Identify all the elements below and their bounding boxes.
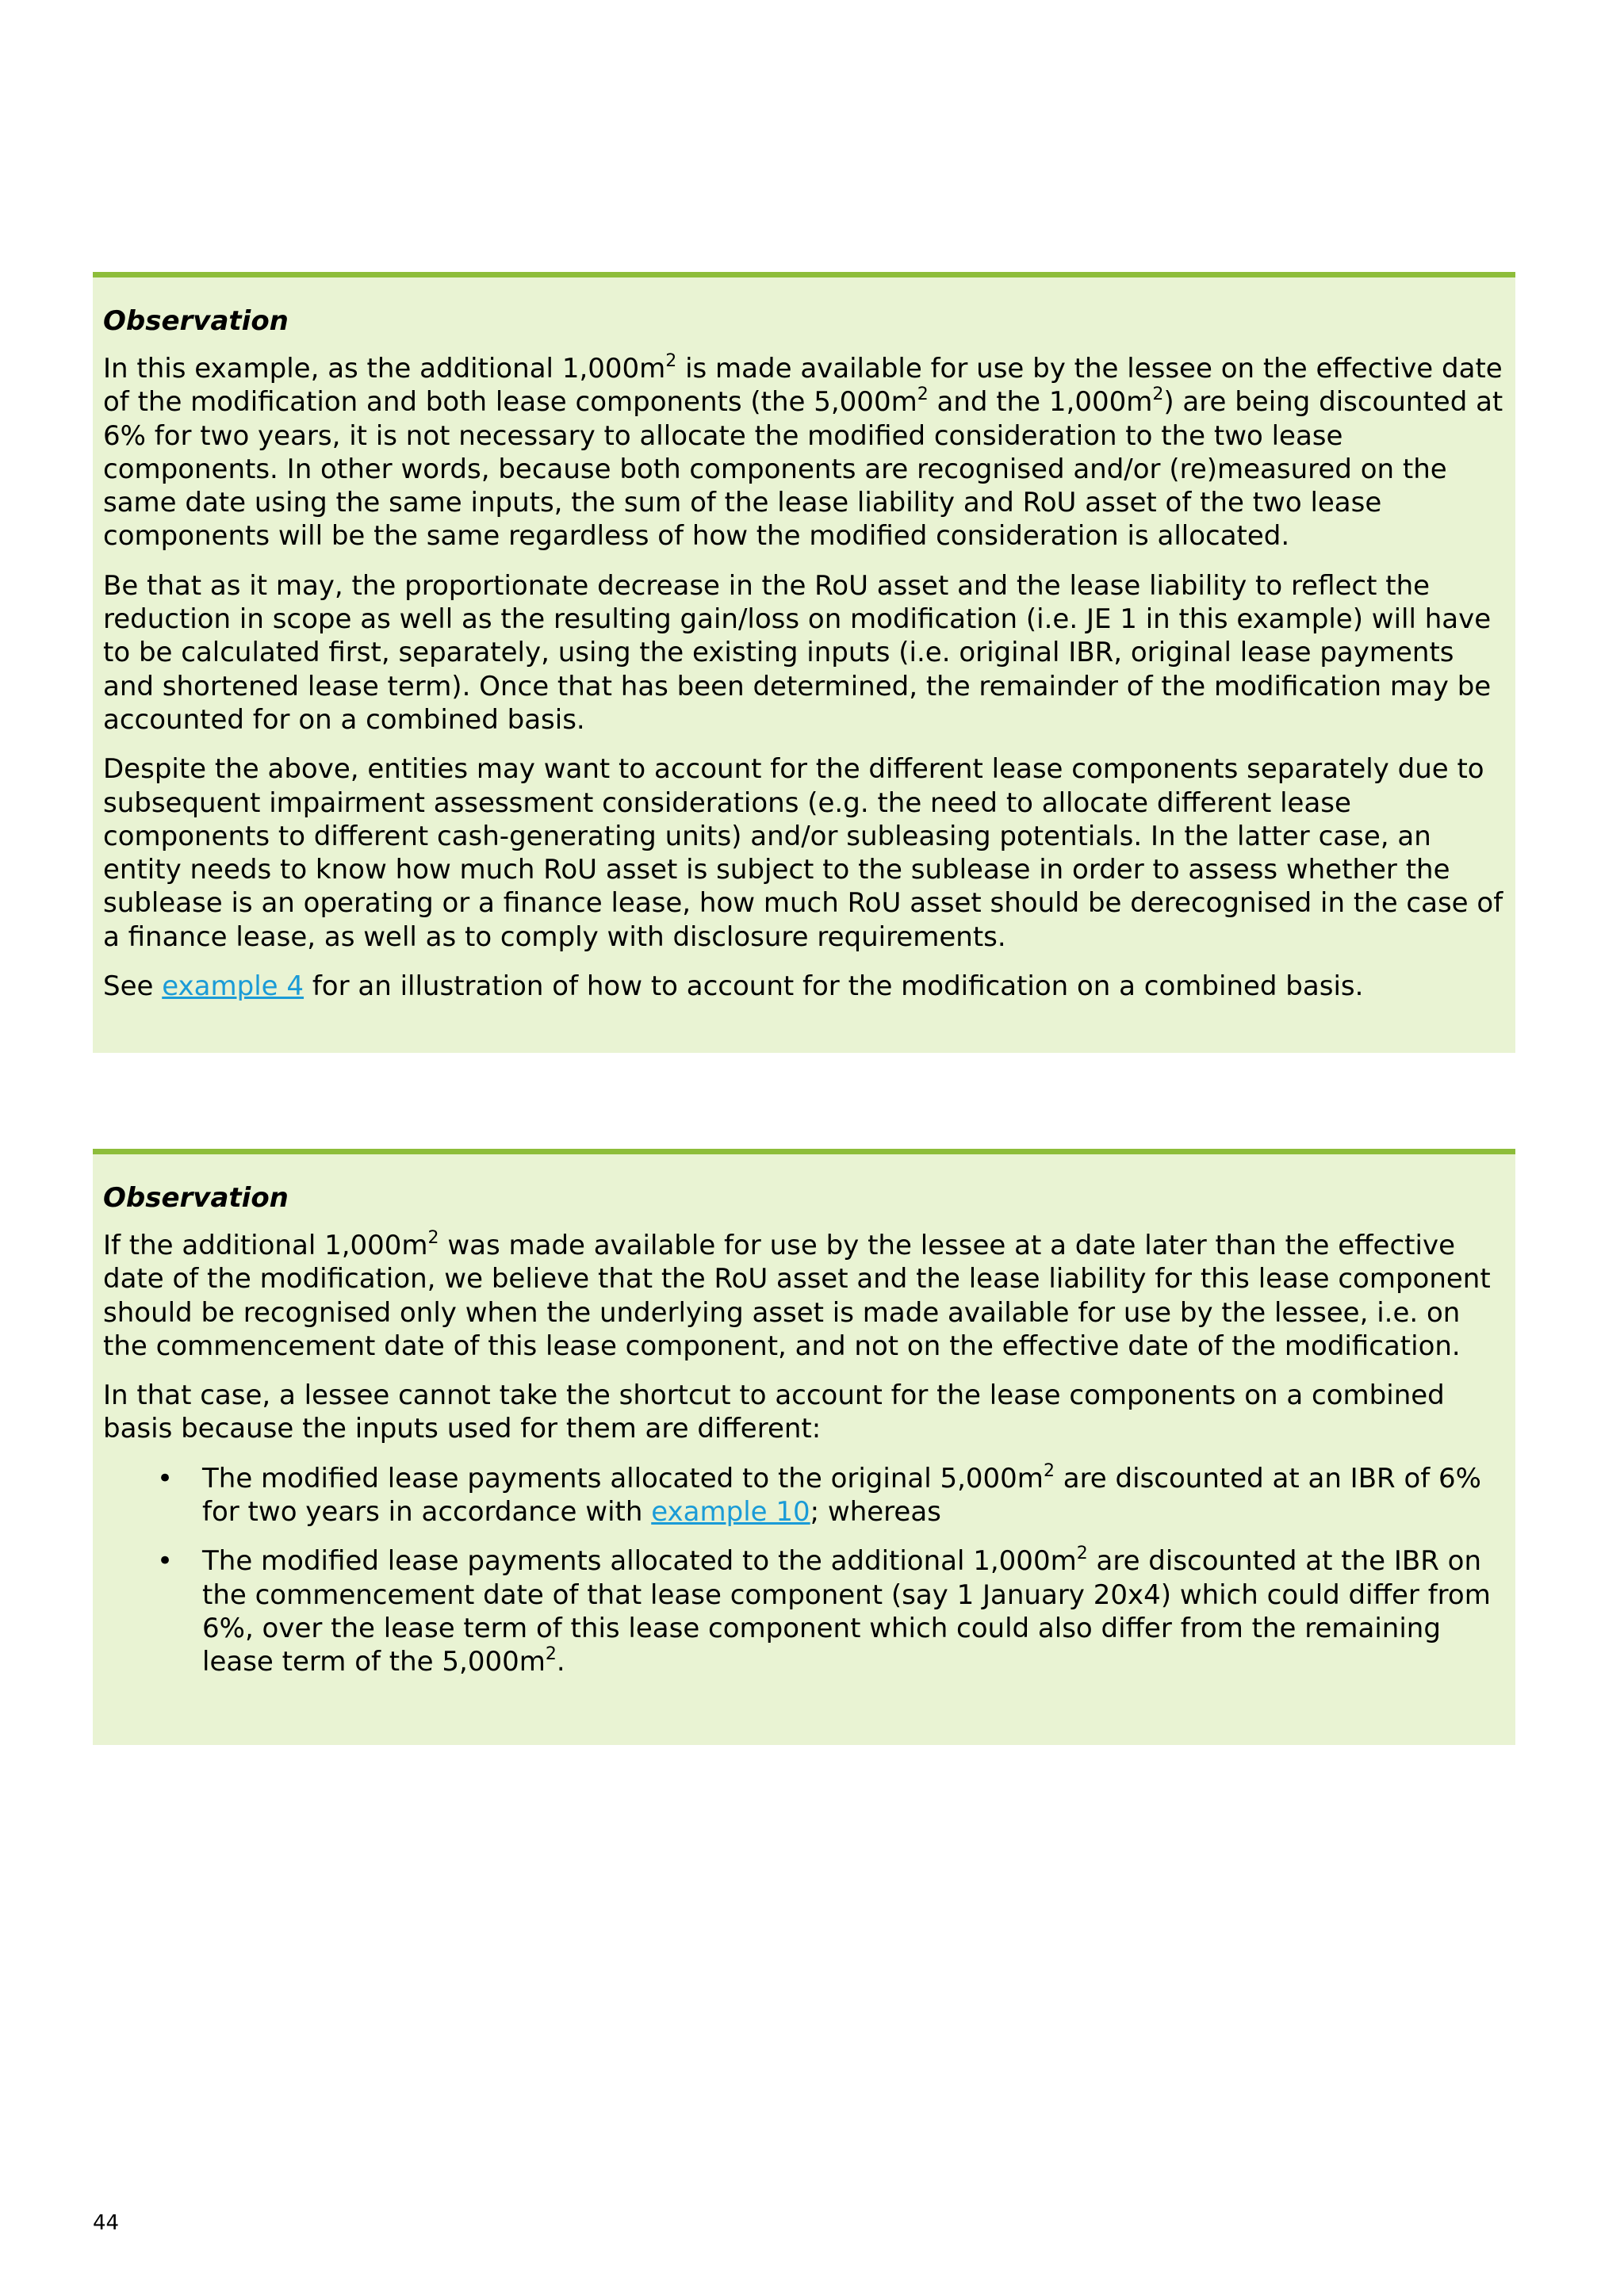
observation-paragraph-1	[103, 1229, 1506, 1363]
paragraph-text: See	[103, 970, 163, 1003]
superscript: 2	[1076, 1544, 1088, 1564]
paragraph-text: In this example, as the additional 1,000m	[103, 353, 666, 385]
bullet-list	[103, 1462, 1506, 1679]
observation-paragraph-2: In that case, a lessee cannot take the shortcut to account for the lease components on a combined basis because the inputs used for them are different:	[103, 1380, 1445, 1445]
superscript: 2	[1152, 385, 1164, 405]
paragraph-text: ) are being discounted at 6% for two years, it is not necessary to allocate the modified consideration to the two lease components. In other words, because both components are recognised and/or (re)measured on the same date using the same inputs, the sum of the lease liability and RoU asset of the two lease components will be the same regardless of how the modified consideration is allocated.	[103, 386, 1503, 553]
observation-paragraph-3: Despite the above, entities may want to account for the different lease components separately due to subsequent impairment assessment considerations (e.g. the need to allocate different lease components to different cash-generating units) and/or subleasing potentials. In the latter case, an entity needs to know how much RoU asset is subject to the sublease in order to assess whether the sublease is an operating or a finance lease, how much RoU asset should be derecognised in the case of a finance lease, as well as to comply with disclosure requirements.	[103, 753, 1503, 953]
page-number: 44	[93, 2211, 120, 2235]
paragraph-text: and the 1,000m	[928, 386, 1153, 419]
bullet-text: are discounted at an IBR of 6% for two years in accordance with	[202, 1462, 1481, 1529]
paragraph-text: was made available for use by the lessee at a date later than the effective date of the modification, we believe that the RoU asset and the lease liability for this lease component should be recognised only when the underlying asset is made available for use by the lessee, i.e. on the commencement date of this lease component, and not on the effective date of the modification.	[103, 1230, 1491, 1362]
bullet-item-1	[103, 1462, 1506, 1529]
bullet-text: The modified lease payments allocated to the additional 1,000m	[202, 1545, 1077, 1578]
observation-paragraph-4	[103, 970, 1506, 1003]
observation-paragraph-2: Be that as it may, the proportionate decrease in the RoU asset and the lease liability to reflect the reduction in scope as well as the resulting gain/loss on modification (i.e. JE 1 in this example) will have to be calculated first, separately, using the existing inputs (i.e. original IBR, original lease payments and shortened lease term). Once that has been determined, the remainder of the modification may be accounted for on a combined basis.	[103, 569, 1492, 736]
paragraph-text: is made available for use by the lessee on the effective date of the modification and both lease components (the 5,000m	[103, 353, 1503, 419]
superscript: 2	[1043, 1460, 1055, 1481]
observation-box-1	[93, 272, 1515, 1053]
paragraph-text: for an illustration of how to account for the modification on a combined basis.	[304, 970, 1364, 1003]
bullet-text: ; whereas	[810, 1496, 941, 1529]
example-4-link[interactable]: example 4	[162, 970, 304, 1003]
observation-title: Observation	[103, 1182, 289, 1214]
observation-title: Observation	[103, 305, 289, 337]
bullet-icon: •	[157, 1545, 174, 1578]
bullet-text: are discounted at the IBR on the commencement date of that lease component (say 1 January 20x4) which could differ from 6%, over the lease term of this lease component which could also differ from the remaining lease term of the 5,000m	[202, 1545, 1491, 1678]
paragraph-text: If the additional 1,000m	[103, 1230, 428, 1261]
superscript: 2	[917, 385, 929, 405]
superscript: 2	[665, 351, 677, 371]
superscript: 2	[427, 1228, 439, 1248]
bullet-text: The modified lease payments allocated to the original 5,000m	[202, 1462, 1044, 1494]
bullet-item-2	[103, 1544, 1506, 1678]
superscript: 2	[545, 1644, 557, 1665]
observation-paragraph-1	[103, 352, 1506, 553]
bullet-text: .	[556, 1646, 565, 1678]
bullet-icon: •	[157, 1462, 174, 1494]
observation-box-2	[93, 1149, 1515, 1745]
example-10-link[interactable]: example 10	[651, 1496, 810, 1529]
